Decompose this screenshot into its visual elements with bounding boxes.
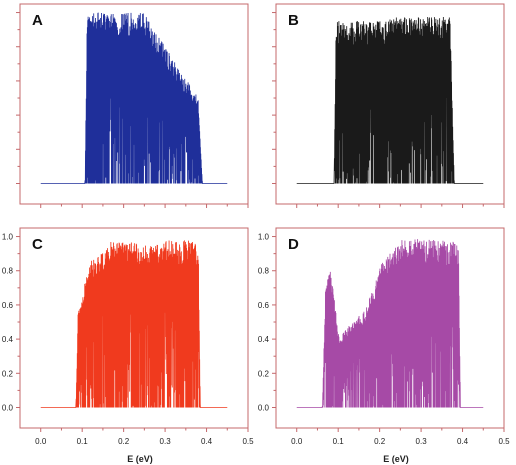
x-tick-label: 0.0 [35,437,47,446]
x-axis-title-right: E (eV) [383,454,409,464]
y-tick-label: 0.8 [257,266,269,276]
panel-b-trace [297,17,484,183]
y-tick-label: 0.8 [1,266,13,276]
panel-c [2,228,254,446]
x-axis-title-left: E (eV) [127,454,153,464]
panel-d-letter: D [288,236,299,253]
panel-c-trace [41,240,228,407]
x-tick-label: 0.5 [498,437,510,446]
y-tick-label: 0.4 [1,335,13,345]
panel-a [16,4,248,208]
x-tick-label: 0.5 [242,437,254,446]
panel-b [272,4,504,208]
x-tick-label: 0.4 [456,437,469,446]
panel-b-letter: B [288,12,299,29]
panel-d-trace [297,239,484,407]
y-tick-label: 0.6 [257,300,269,310]
x-tick-label: 0.3 [415,437,427,446]
x-tick-label: 0.4 [200,437,213,446]
y-tick-label: 0.0 [257,403,269,413]
y-tick-label: 0.0 [1,403,13,413]
panel-d [258,228,510,446]
y-tick-label: 0.2 [257,369,269,379]
x-tick-label: 0.3 [159,437,171,446]
y-tick-label: 1.0 [1,232,13,242]
x-tick-label: 0.2 [374,437,386,446]
panel-c-letter: C [32,236,43,253]
y-tick-label: 0.2 [1,369,13,379]
panel-a-trace [41,13,228,184]
y-tick-label: 0.4 [257,335,269,345]
x-tick-label: 0.1 [76,437,88,446]
y-tick-label: 0.6 [1,300,13,310]
x-tick-label: 0.1 [332,437,344,446]
x-tick-label: 0.0 [291,437,303,446]
panel-a-letter: A [32,12,43,29]
y-tick-label: 1.0 [257,232,269,242]
x-tick-label: 0.2 [118,437,130,446]
